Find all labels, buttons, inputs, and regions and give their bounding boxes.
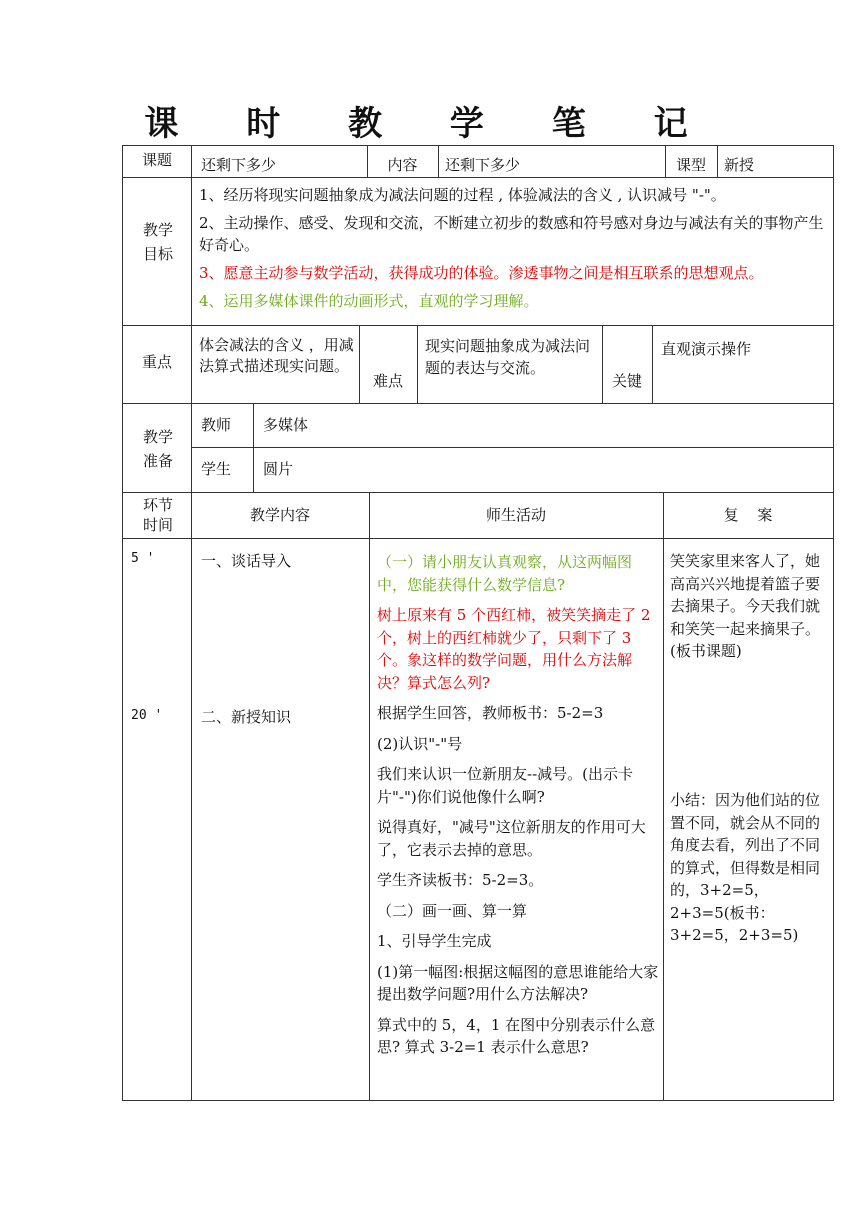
goal-item-3: 3、愿意主动参与数学活动，获得成功的体验。渗透事物之间是相互联系的思想观点。 [199,264,764,282]
activity-header: 师生活动 [485,506,546,524]
difficulty-label: 难点 [372,372,403,390]
prep-label: 教学准备 [142,428,173,470]
crux-label: 关键 [611,372,642,390]
activity-item: 算式中的 5，4，1 在图中分别表示什么意思? 算式 3-2=1 表示什么意思? [377,1015,656,1056]
time-new: 20 ' [131,708,163,723]
col-divider [369,492,370,1100]
goals-list [199,184,831,312]
content-header: 教学内容 [249,506,310,524]
activity-item: (2)认识"-"号 [377,734,463,753]
activity-item: （一）请小朋友认真观察，从这两幅图中，您能获得什么数学信息? [377,553,633,594]
activity-item: （二）画一画、算一算 [377,901,528,920]
difficulty-value: 现实问题抽象成为减法问题的表达与交流。 [425,337,591,377]
activity-item: 树上原来有 5 个西红柿，被笑笑摘走了 2 个，树上的西红柿就少了，只剩下了 3 个。象这样的数学问题，用什么方法解决？算式怎么列? [377,606,651,692]
review-note-intro: 笑笑家里来客人了，她高高兴兴地提着篮子要去摘果子。今天我们就和笑笑一起来摘果子。(板书课题) [670,552,821,660]
content-label: 内容 [387,156,418,174]
section-new-knowledge: 二、新授知识 [201,708,292,726]
review-header: 复 案 [723,506,773,524]
time-intro: 5 ' [131,551,155,566]
col-divider [191,146,192,1100]
activity-item: 根据学生回答，教师板书：5-2=3 [377,704,604,722]
activity-item: (1)第一幅图:根据这幅图的意思谁能给大家提出数学问题?用什么方法解决? [377,962,659,1003]
activity-item: 学生齐读板书：5-2=3。 [377,871,544,889]
col-divider [663,492,664,1100]
col-divider [652,325,653,403]
review-note-summary: 小结：因为他们站的位置不同，就会从不同的角度去看，列出了不同的算式，但得数是相同的，3+2=5，2+3=5(板书：3+2=5，2+3=5) [670,791,821,944]
goal-item-2: 2、主动操作、感受、发现和交流，不断建立初步的数感和符号感对身边与减法有关的事物产生好奇心。 [199,214,824,254]
key-point-label: 重点 [141,353,172,371]
teacher-value: 多媒体 [263,416,309,434]
topic-label: 课题 [141,151,172,169]
row-divider [123,538,833,539]
goals-label: 教学目标 [142,221,173,263]
student-label: 学生 [201,460,232,478]
stage-time-header: 环节时间 [142,496,173,534]
activity-item: 我们来认识一位新朋友--减号。(出示卡片"-")你们说他像什么啊? [377,765,633,806]
goal-item-1: 1、经历将现实问题抽象成为减法问题的过程 , 体验减法的含义 , 认识减号 "-"。 [199,186,726,204]
lesson-table [122,145,834,1101]
col-divider [438,146,439,177]
goal-item-4: 4、运用多媒体课件的动画形式，直观的学习理解。 [199,292,539,310]
activity-item: 说得真好，"减号"这位新朋友的作用可大了，它表示去掉的意思。 [377,818,646,859]
type-label: 课型 [675,156,706,174]
activity-item: 1、引导学生完成 [377,932,492,950]
row-divider [123,177,833,178]
section-intro: 一、谈话导入 [201,552,292,570]
row-divider [123,492,833,493]
row-divider [123,403,833,404]
topic-value: 还剩下多少 [201,156,277,174]
activity-list [377,551,659,1067]
teacher-label: 教师 [201,416,232,434]
col-divider [717,146,718,177]
key-point-value: 体会减法的含义 ，用减法算式描述现实问题。 [199,336,354,375]
content-value: 还剩下多少 [445,156,521,174]
student-value: 圆片 [263,460,294,478]
col-divider [417,325,418,403]
type-value: 新授 [724,156,755,174]
crux-value: 直观演示操作 [661,340,752,358]
col-divider [253,403,254,492]
page-title: 课 时 教 学 笔 记 [144,104,716,144]
row-divider [191,447,833,448]
row-divider [123,325,833,326]
